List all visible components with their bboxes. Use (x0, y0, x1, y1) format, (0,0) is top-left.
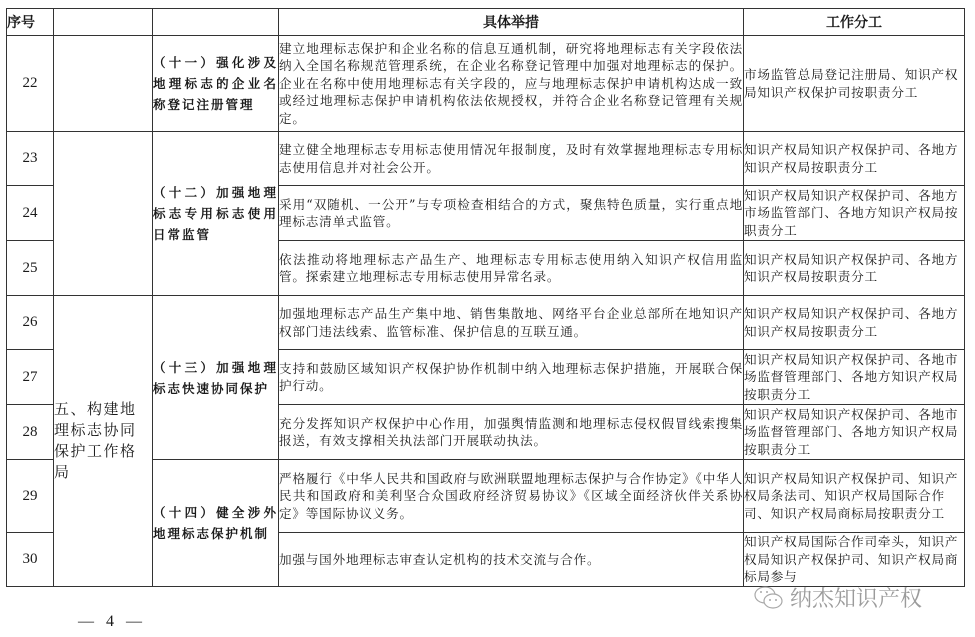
duty-text: 知识产权局知识产权保护司、各地市场监督管理部门、各地方知识产权局按职责分工 (744, 405, 965, 460)
measure-text: 建立健全地理标志专用标志使用情况年报制度，及时有效掌握地理标志专用标志使用信息并对社会公开。 (279, 132, 744, 186)
page-number: — 4 — (78, 613, 146, 630)
duty-text: 市场监管总局登记注册局、知识产权局知识产权保护司按职责分工 (744, 36, 965, 132)
duty-text: 知识产权局知识产权保护司、各地方知识产权局按职责分工 (744, 296, 965, 350)
subarea-title: （十二）加强地理标志专用标志使用日常监管 (153, 132, 279, 296)
measures-table (6, 8, 965, 587)
row-number: 23 (7, 132, 54, 186)
table-row (7, 132, 965, 186)
header-area (54, 9, 153, 36)
measure-text: 严格履行《中华人民共和国政府与欧洲联盟地理标志保护与合作协定》《中华人民共和国政府和美利坚合众国政府经济贸易协议》《区域全面经济伙伴关系协定》等国际协议义务。 (279, 460, 744, 533)
table-row (7, 36, 965, 132)
duty-text: 知识产权局知识产权保护司、各地方知识产权局按职责分工 (744, 132, 965, 186)
measure-text: 支持和鼓励区域知识产权保护协作机制中纳入地理标志保护措施，开展联合保护行动。 (279, 350, 744, 405)
row-number: 27 (7, 350, 54, 405)
area-cell-middle (54, 132, 153, 296)
measure-text: 依法推动将地理标志产品生产、地理标志专用标志使用纳入知识产权信用监管。探索建立地理标志专用标志使用异常名录。 (279, 241, 744, 296)
duty-text: 知识产权局知识产权保护司、各地市场监督管理部门、各地方知识产权局按职责分工 (744, 350, 965, 405)
table-header-row (7, 9, 965, 36)
measure-text: 采用“双随机、一公开”与专项检查相结合的方式，聚焦特色质量，实行重点地理标志清单式监管。 (279, 186, 744, 241)
subarea-title: （十一）强化涉及地理标志的企业名称登记注册管理 (153, 36, 279, 132)
measure-text: 加强地理标志产品生产集中地、销售集散地、网络平台企业总部所在地知识产权部门违法线索、监管标准、保护信息的互联互通。 (279, 296, 744, 350)
duty-text: 知识产权局知识产权保护司、知识产权局条法司、知识产权局国际合作司、知识产权局商标局按职责分工 (744, 460, 965, 533)
duty-text: 知识产权局知识产权保护司、各地方市场监管部门、各地方知识产权局按职责分工 (744, 186, 965, 241)
area-title: 五、构建地理标志协同保护工作格局 (54, 296, 153, 587)
measure-text: 充分发挥知识产权保护中心作用，加强舆情监测和地理标志侵权假冒线索搜集报送，有效支撑相关执法部门开展联动执法。 (279, 405, 744, 460)
subarea-title: （十四）健全涉外地理标志保护机制 (153, 460, 279, 587)
row-number: 30 (7, 533, 54, 587)
header-seq: 序号 (7, 9, 54, 36)
header-duties: 工作分工 (744, 9, 965, 36)
measure-text: 加强与国外地理标志审查认定机构的技术交流与合作。 (279, 533, 744, 587)
watermark-text: 纳杰知识产权 (790, 587, 923, 612)
measure-text: 建立地理标志保护和企业名称的信息互通机制，研究将地理标志有关字段依法纳入全国名称规范管理系统，在企业名称登记管理中加强对地理标志的保护。企业在名称中使用地理标志有关字段的，应与地理标志保护申请机构达成一致或经过地理标志保护申请机构依法依规授权，并符合企业名称登记管理有关规定。 (279, 36, 744, 132)
area-cell-top (54, 36, 153, 132)
row-number: 25 (7, 241, 54, 296)
header-subarea (153, 9, 279, 36)
duty-text: 知识产权局知识产权保护司、各地方知识产权局按职责分工 (744, 241, 965, 296)
row-number: 28 (7, 405, 54, 460)
header-measures: 具体举措 (279, 9, 744, 36)
duty-text: 知识产权局国际合作司牵头，知识产权局知识产权保护司、知识产权局商标局参与 (744, 533, 965, 587)
row-number: 24 (7, 186, 54, 241)
wechat-icon (754, 586, 784, 610)
table-row (7, 296, 965, 350)
row-number: 26 (7, 296, 54, 350)
row-number: 22 (7, 36, 54, 132)
subarea-title: （十三）加强地理标志快速协同保护 (153, 296, 279, 460)
row-number: 29 (7, 460, 54, 533)
watermark (754, 582, 922, 613)
